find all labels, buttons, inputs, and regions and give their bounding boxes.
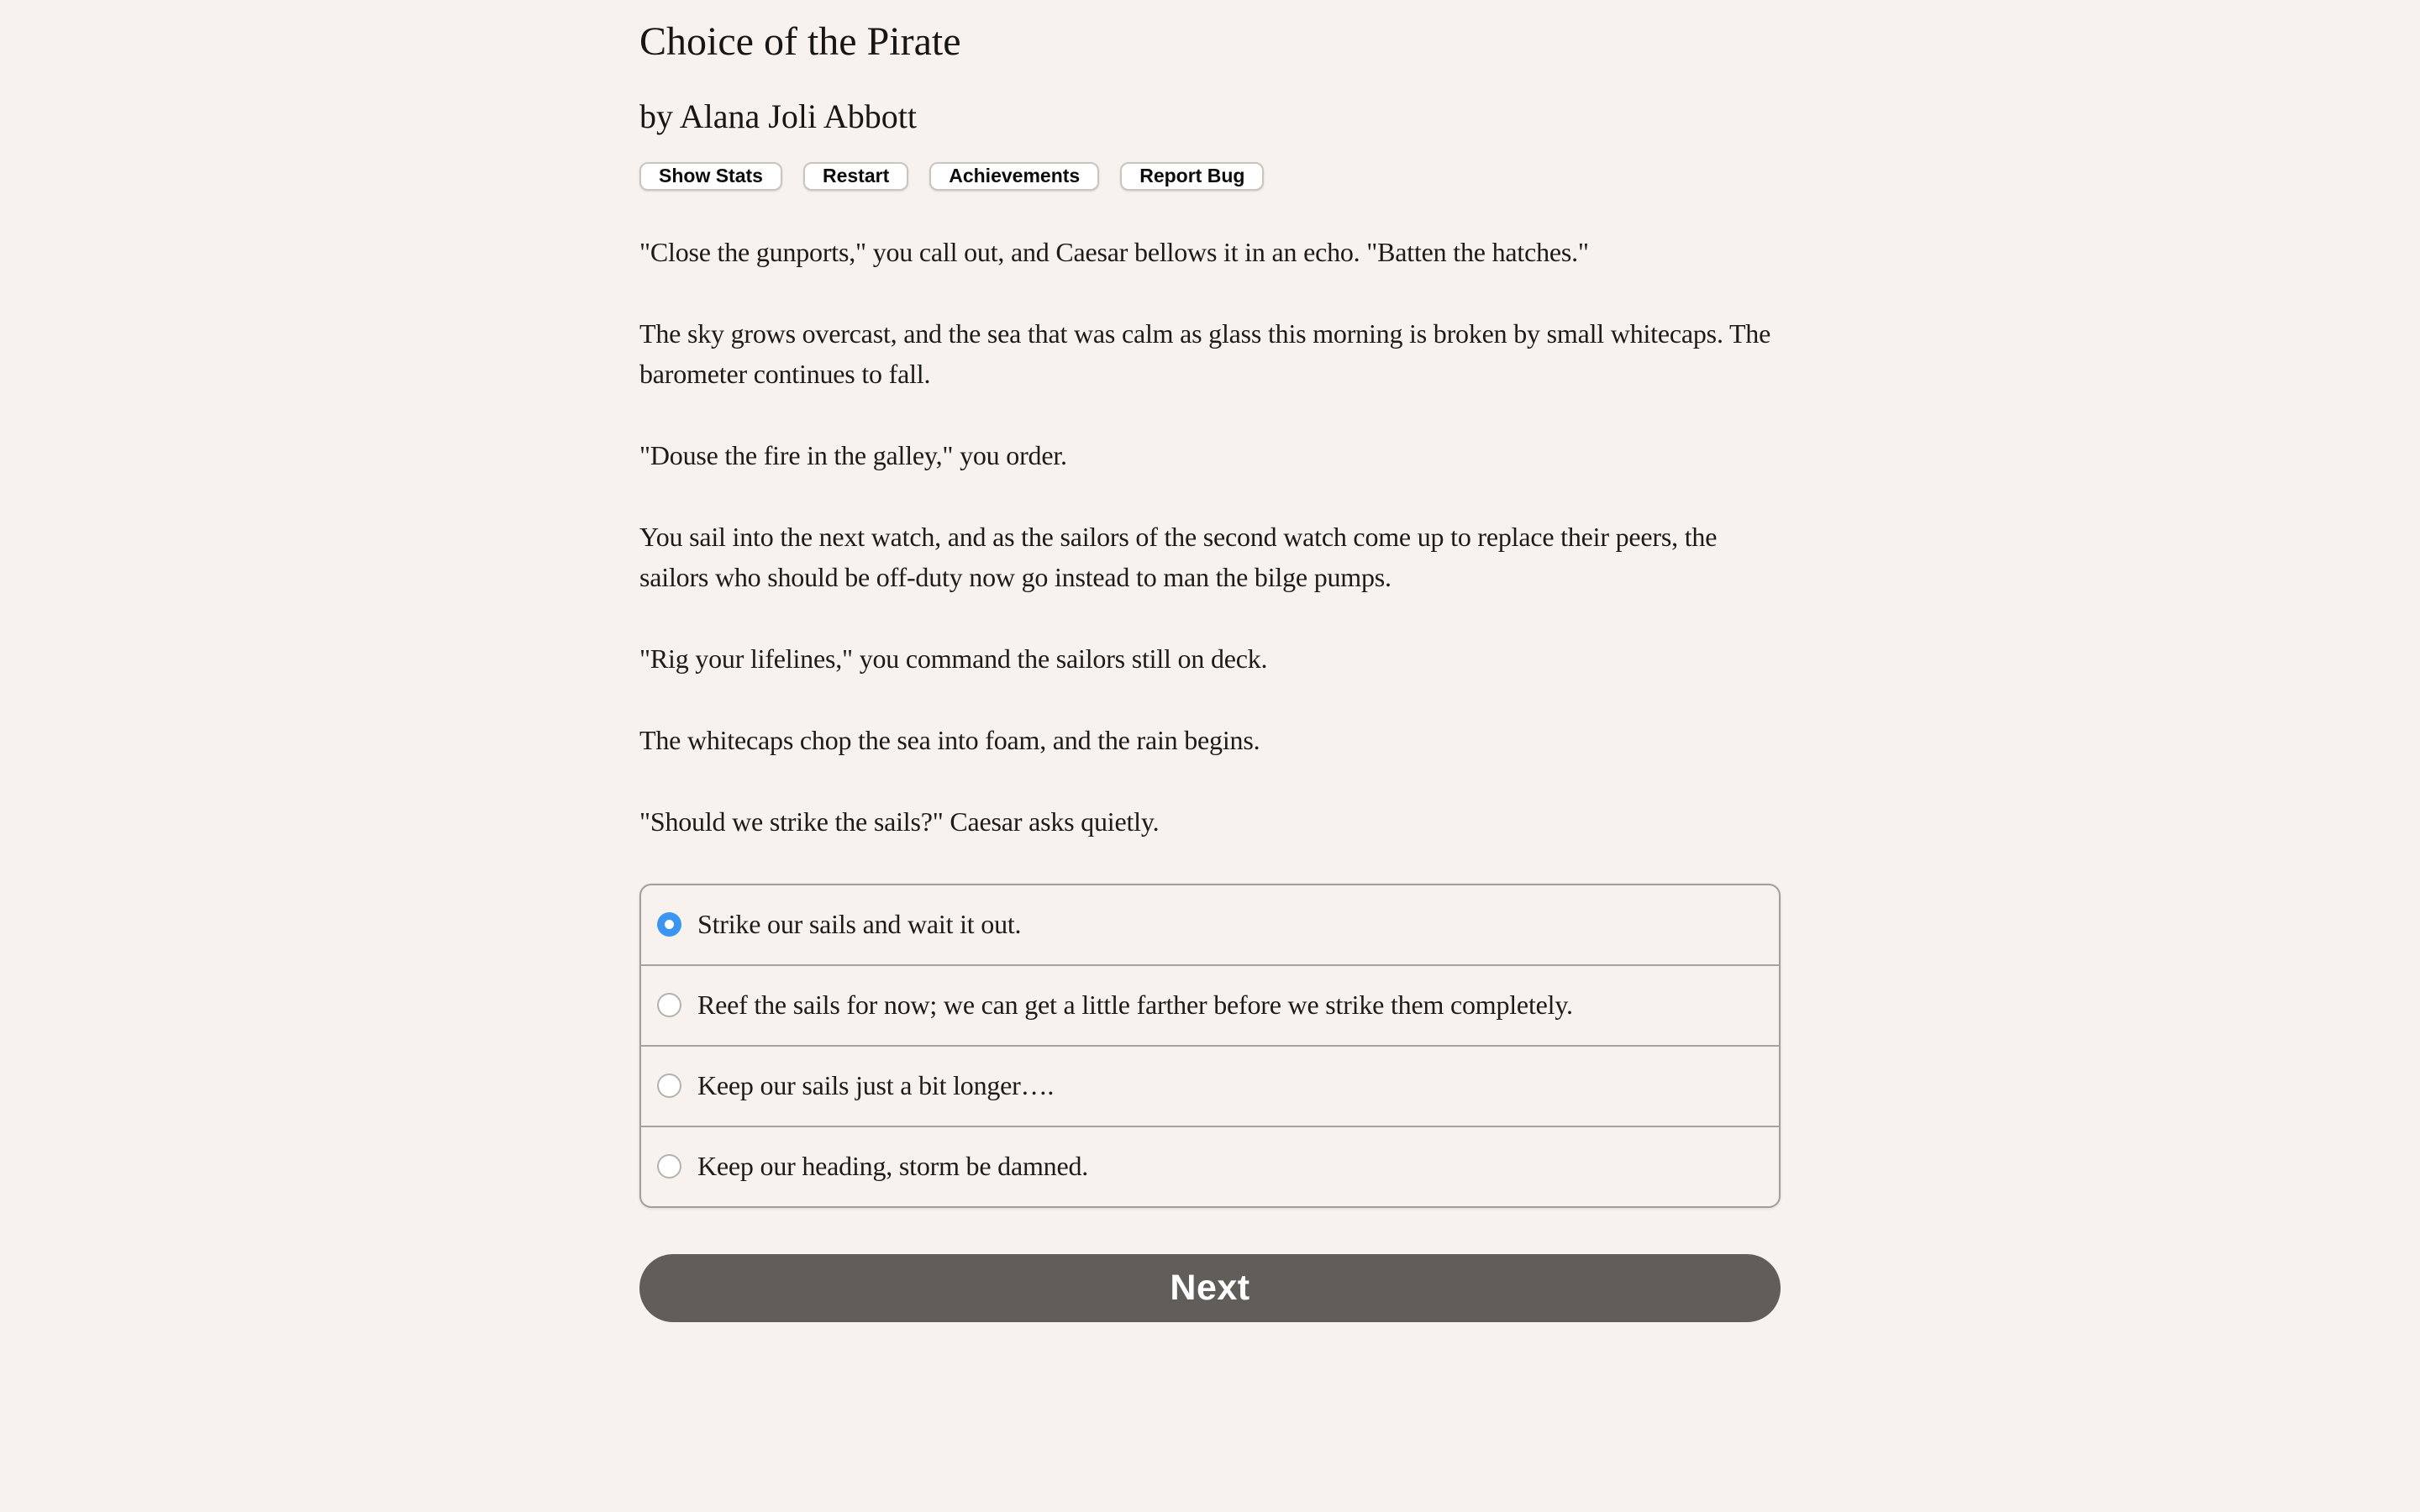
- report-bug-button[interactable]: Report Bug: [1120, 162, 1264, 191]
- radio-button-icon[interactable]: [657, 993, 681, 1017]
- story-paragraph: "Close the gunports," you call out, and Caesar bellows it in an echo. "Batten the hatches.": [639, 236, 1589, 267]
- choice-option[interactable]: [641, 1045, 1779, 1126]
- radio-button-icon[interactable]: [657, 912, 681, 937]
- choice-option[interactable]: [641, 1126, 1779, 1206]
- choice-option-label: Reef the sails for now; we can get a little farther before we strike them completely.: [697, 990, 1573, 1021]
- story-paragraph: The whitecaps chop the sea into foam, and the rain begins.: [639, 724, 1260, 755]
- toolbar: [639, 162, 1781, 191]
- story-paragraph: "Should we strike the sails?" Caesar asks quietly.: [639, 806, 1160, 837]
- page-title: Choice of the Pirate: [639, 19, 961, 64]
- choice-option-label: Keep our heading, storm be damned.: [697, 1151, 1089, 1182]
- story-text: [639, 232, 1781, 842]
- choice-option[interactable]: [641, 964, 1779, 1045]
- byline: by Alana Joli Abbott: [639, 97, 917, 135]
- show-stats-button[interactable]: Show Stats: [639, 162, 782, 191]
- choice-option[interactable]: [641, 885, 1779, 964]
- choice-option-label: Keep our sails just a bit longer….: [697, 1070, 1055, 1101]
- story-paragraph: The sky grows overcast, and the sea that was calm as glass this morning is broken by small whitecaps. The barometer continues to fall.: [639, 318, 1771, 389]
- radio-button-icon[interactable]: [657, 1074, 681, 1098]
- story-paragraph: "Douse the fire in the galley," you order.: [639, 439, 1067, 470]
- achievements-button[interactable]: Achievements: [929, 162, 1099, 191]
- choice-list: [639, 884, 1781, 1208]
- story-paragraph: You sail into the next watch, and as the sailors of the second watch come up to replace their peers, the sailors who should be off-duty now go instead to man the bilge pumps.: [639, 521, 1718, 592]
- game-page: [639, 0, 1781, 1322]
- next-button[interactable]: Next: [639, 1254, 1781, 1322]
- choice-option-label: Strike our sails and wait it out.: [697, 909, 1022, 940]
- radio-button-icon[interactable]: [657, 1154, 681, 1179]
- story-paragraph: "Rig your lifelines," you command the sailors still on deck.: [639, 643, 1268, 674]
- restart-button[interactable]: Restart: [803, 162, 908, 191]
